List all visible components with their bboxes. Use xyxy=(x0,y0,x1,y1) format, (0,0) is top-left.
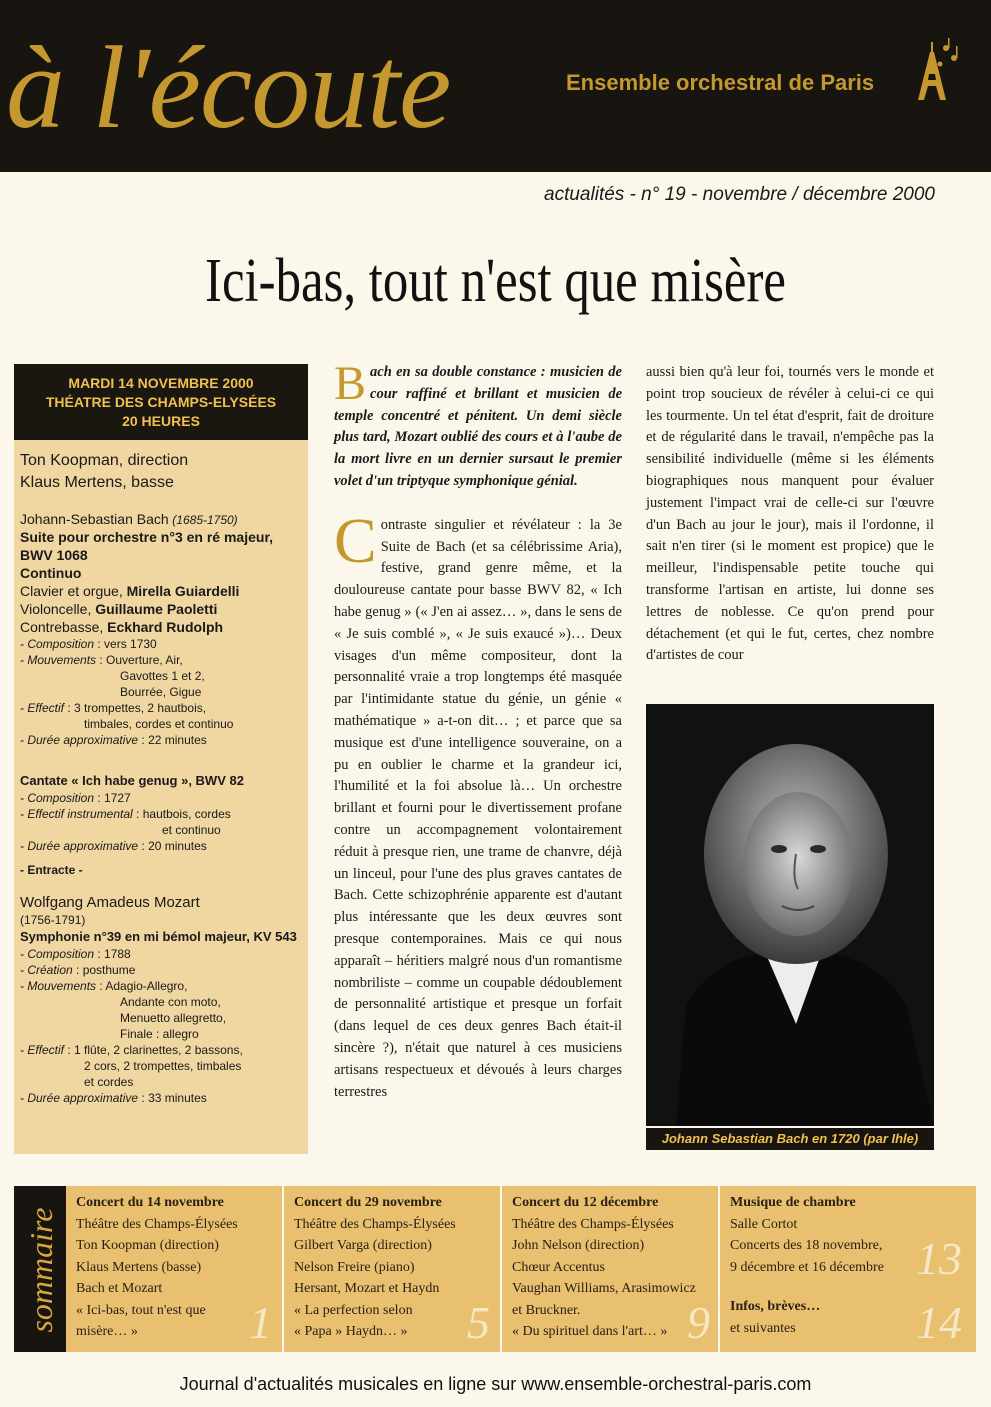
article-body xyxy=(334,504,622,1104)
detail-value: : 1727 xyxy=(94,791,131,805)
sommaire-item-title: Concert du 29 novembre xyxy=(294,1195,442,1210)
detail-label: - Mouvements xyxy=(20,653,97,667)
sommaire-line: Bach et Mozart xyxy=(76,1281,163,1296)
instrument: Contrebasse, xyxy=(20,619,108,635)
divider xyxy=(718,1186,720,1352)
sommaire-item-title: Musique de chambre xyxy=(730,1195,856,1210)
detail-label: - Composition xyxy=(20,637,95,651)
sommaire-item-title: Concert du 14 novembre xyxy=(76,1195,224,1210)
sommaire-line: Gilbert Varga (direction) xyxy=(294,1238,432,1253)
detail-value: : 33 minutes xyxy=(138,1091,207,1105)
sommaire-item[interactable] xyxy=(730,1186,970,1352)
detail-value: : hautbois, cordes xyxy=(132,807,231,821)
detail-value: : 1788 xyxy=(94,947,131,961)
detail-label: - Effectif instrumental xyxy=(20,807,133,821)
detail-label: - Durée approximative xyxy=(20,1091,139,1105)
detail-value: : Adagio-Allegro, xyxy=(96,979,188,993)
page-number: 5 xyxy=(467,1297,490,1348)
work-mozart xyxy=(20,894,302,1106)
detail-value: Finale : allegro xyxy=(120,1027,199,1041)
sommaire-line: Chœur Accentus xyxy=(512,1259,605,1275)
sommaire-line: « Ici-bas, tout n'est que xyxy=(76,1302,206,1318)
work-bach-cantata xyxy=(20,772,302,854)
sommaire-line: Théâtre des Champs-Élysées xyxy=(294,1216,456,1232)
detail-label: - Mouvements xyxy=(20,979,97,993)
sommaire-line: Ton Koopman (direction) xyxy=(76,1238,219,1253)
instrument: Violoncelle, xyxy=(20,601,96,617)
ensemble-name: Ensemble orchestral de Paris xyxy=(566,70,875,95)
sommaire-line: Concerts des 18 novembre, xyxy=(730,1238,883,1253)
performer-role: direction xyxy=(123,452,189,469)
sommaire-line: John Nelson (direction) xyxy=(512,1238,645,1253)
detail-label: - Composition xyxy=(20,791,95,805)
masthead-title: à l'écoute xyxy=(6,22,451,153)
composer-years: (1685-1750) xyxy=(172,513,238,527)
sommaire-item[interactable] xyxy=(512,1186,718,1352)
sommaire-line: « La perfection selon xyxy=(294,1302,413,1318)
work-title: Cantate « Ich habe genug », BWV 82 xyxy=(20,773,244,788)
detail-value: : vers 1730 xyxy=(94,637,157,651)
page-number: 1 xyxy=(249,1297,272,1348)
detail-value: 2 cors, 2 trompettes, timbales xyxy=(84,1059,242,1073)
headline: Ici-bas, tout n'est que misère xyxy=(205,247,786,315)
detail-value: : 1 flûte, 2 clarinettes, 2 bassons, xyxy=(64,1043,243,1057)
performer-role: basse xyxy=(126,474,174,491)
detail-value: et cordes xyxy=(84,1075,134,1089)
detail-label: - Durée approximative xyxy=(20,733,139,747)
article-column-1 xyxy=(334,357,622,1103)
eiffel-tower-logo xyxy=(900,34,962,104)
musician: Mirella Guiardelli xyxy=(126,583,240,599)
page-number: 14 xyxy=(916,1297,962,1348)
sommaire-item-title: Infos, brèves… xyxy=(730,1299,821,1314)
sommaire-line: Théâtre des Champs-Élysées xyxy=(512,1216,674,1232)
divider xyxy=(282,1186,284,1352)
sommaire-line: Salle Cortot xyxy=(730,1216,798,1232)
sommaire-line: Vaughan Williams, Arasimowicz xyxy=(512,1281,696,1296)
detail-value: timbales, cordes et continuo xyxy=(84,717,234,731)
sommaire-line: Klaus Mertens (basse) xyxy=(76,1259,202,1275)
detail-value: et continuo xyxy=(162,823,221,837)
page-number: 13 xyxy=(916,1233,962,1284)
detail-value: Bourrée, Gigue xyxy=(120,685,202,699)
musician: Eckhard Rudolph xyxy=(107,619,224,635)
work-title: Symphonie n°39 en mi bémol majeur, KV 543 xyxy=(20,929,297,944)
musician: Guillaume Paoletti xyxy=(95,601,218,617)
composer-name: Johann-Sebastian Bach xyxy=(20,511,169,527)
performer-name: Klaus Mertens, xyxy=(20,474,127,491)
sommaire-line: Théâtre des Champs-Élysées xyxy=(76,1216,238,1232)
issue-line: actualités - n° 19 - novembre / décembre 2000 xyxy=(544,184,935,205)
performer-name: Ton Koopman, xyxy=(20,452,124,469)
divider xyxy=(500,1186,502,1352)
photo-caption: Johann Sebastian Bach en 1720 (par Ihle) xyxy=(646,1128,934,1150)
body-text: aussi bien qu'à leur foi, tournés vers le monde et point trop soucieux de révéler à celui-ci ce qui les tourmente. Un tel état d'esprit, fait de droiture et de régularité dans le travail, n'empêche pas la sensibilité individuelle (même si les éléments biographiques nous manquent pour évaluer justement l'impact vrai de celle-ci sur l'œuvre d'un Bach au jour le jour), mais il l'ordonne, il sait n'en tirer (si le moment est propice) que le meilleur, l'indispensable petite touche qui transforme l'artisan en artiste, lui donne ses lettres de noblesse. Ce qu'on prend pour détachement (et qui le fut, certes, chez nombre d'artistes de cour xyxy=(646,364,934,664)
program-box xyxy=(14,364,308,1154)
detail-value: : 22 minutes xyxy=(138,733,207,747)
work-title: Suite pour orchestre n°3 en ré majeur, BWV 1068 xyxy=(20,529,274,563)
bach-portrait xyxy=(646,704,934,1126)
sommaire-item[interactable] xyxy=(294,1186,498,1352)
drop-cap: C xyxy=(334,504,377,576)
sommaire-label-text: sommaire xyxy=(23,1207,59,1333)
sommaire-line: Nelson Freire (piano) xyxy=(294,1259,415,1275)
program-venue: THÉATRE DES CHAMPS-ELYSÉES xyxy=(45,394,277,410)
detail-value: : Ouverture, Air, xyxy=(96,653,183,667)
detail-label: - Effectif xyxy=(20,701,65,715)
detail-value: Andante con moto, xyxy=(120,995,221,1009)
detail-label: - Durée approximative xyxy=(20,839,139,853)
instrument: Clavier et orgue, xyxy=(20,583,127,599)
detail-label: - Composition xyxy=(20,947,95,961)
body-text: ontraste singulier et révélateur : la 3e Suite de Bach (et sa célébrissime Aria), festive, grand genre même, et la douloureuse cantate pour basse BWV 82, « Ich habe genug » (« J'en ai assez… », dans le sens de « Je suis comblé », « Je suis exaucé »)… Deux visages d'un même compositeur, dont la personnalité vraie a trop longtemps été masquée par l'intimidante statue du génie, un génie « mathématique » a-t-on dit… ; et parce que sa musique est d'une intelligence souveraine, on a pu en oublier le charme et la grandeur ici, l'humilité et la foi absolue là… Un orchestre brillant et fourni pour le divertissement profane contre un accompagnement volontairement réduit à presque rien, une trame de chanvre, déjà un linceul, pour l'une des plus graves cantates de Bach. Cette schizophrénie apparente est d'autant plus intéressante que les deux œuvres sont presque contemporaines. Mais ce qui nous apparaît – héritiers malgré nous d'un romantisme nombriliste – comme un coupable dédoublement de personnalité artistique et presque un forfait (dans lequel de ces deux genres Bach était-il sincère ?), n'était que naturel à ces musiciens artisans respectueux et dévoués à leurs charges terrestres xyxy=(334,516,622,1100)
detail-value: : posthume xyxy=(72,963,136,977)
sommaire-item[interactable] xyxy=(76,1186,280,1352)
sommaire-line: misère… » xyxy=(76,1324,138,1339)
intro-text: ach en sa double constance : musicien de cour raffiné et brillant et musicien de temple concentré et pénitent. Un demi siècle plus tard, Mozart oublié des cours et à l'aube de la mort livre en un dernier sursaut le premier volet d'un triptyque symphonique génial. xyxy=(334,364,622,489)
detail-label: - Création xyxy=(20,963,73,977)
sommaire-panel xyxy=(14,1186,976,1352)
page-number: 9 xyxy=(687,1297,710,1348)
sommaire-line: Hersant, Mozart et Haydn xyxy=(294,1281,440,1296)
detail-value: : 20 minutes xyxy=(138,839,207,853)
detail-label: - Effectif xyxy=(20,1043,65,1057)
article-intro xyxy=(334,357,622,493)
sommaire-line: et suivantes xyxy=(730,1320,796,1336)
work-bach-suite xyxy=(20,510,302,748)
program-date: MARDI 14 NOVEMBRE 2000 xyxy=(68,375,254,391)
program-header xyxy=(14,364,308,440)
sommaire-line: et Bruckner. xyxy=(512,1302,581,1318)
portrait-illustration xyxy=(646,704,934,1126)
sommaire-line: « Papa » Haydn… » xyxy=(294,1324,408,1339)
sommaire-line: 9 décembre et 16 décembre xyxy=(730,1259,884,1275)
detail-value: Menuetto allegretto, xyxy=(120,1011,227,1025)
sommaire-item-title: Concert du 12 décembre xyxy=(512,1195,659,1210)
footer-url-line: Journal d'actualités musicales en ligne sur www.ensemble-orchestral-paris.com xyxy=(179,1374,812,1394)
sommaire-line: « Du spirituel dans l'art… » xyxy=(512,1324,668,1339)
detail-value: Gavottes 1 et 2, xyxy=(120,669,205,683)
program-time: 20 HEURES xyxy=(122,413,200,429)
performers xyxy=(20,450,302,494)
sommaire-label xyxy=(14,1186,66,1352)
masthead-bar xyxy=(0,0,991,172)
drop-cap: B xyxy=(334,357,367,410)
article-column-2 xyxy=(646,362,934,667)
entracte: - Entracte - xyxy=(20,863,83,877)
composer-name: Wolfgang Amadeus Mozart xyxy=(20,894,200,911)
detail-value: : 3 trompettes, 2 hautbois, xyxy=(64,701,207,715)
composer-years: (1756-1791) xyxy=(20,913,86,927)
continuo-heading: Continuo xyxy=(20,565,82,581)
